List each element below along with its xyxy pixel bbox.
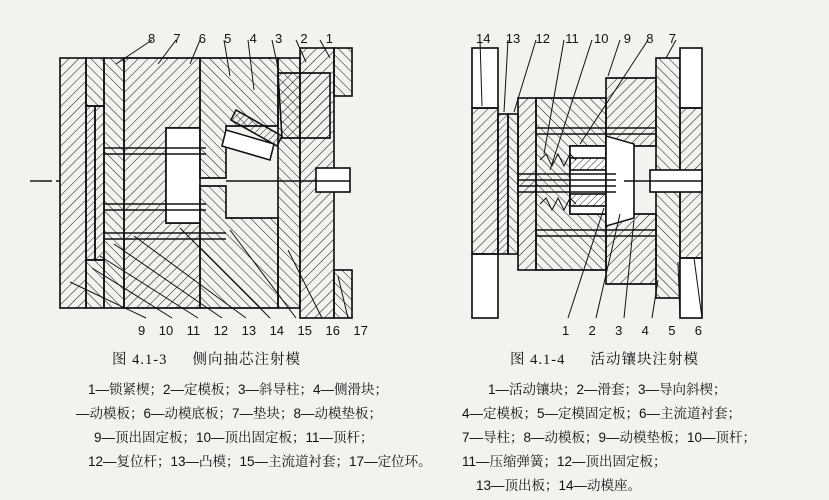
callout-number: 3	[274, 31, 283, 46]
legend-line: 11—压缩弹簧；12—顶出固定板；	[462, 454, 667, 469]
caption-title: 活动镶块注射模	[590, 352, 699, 368]
callout-number: 15	[297, 323, 312, 338]
callout-number: 4	[641, 323, 649, 338]
figure-4-1-4-leader-lines	[420, 18, 800, 318]
legend-figure-4-1-3	[76, 378, 432, 474]
legend-line: 1—活动镶块；2—滑套；3—导向斜楔；	[488, 382, 727, 397]
callout-number: 2	[588, 323, 596, 338]
legend-line: 12—复位杆；13—凸模；15—主流道衬套；17—定位环。	[88, 454, 432, 469]
legend-line: —动模板；6—动模底板；7—垫块；8—动模垫板；	[76, 406, 383, 421]
callout-number: 6	[198, 31, 207, 46]
callout-number: 2	[300, 31, 308, 46]
callout-number: 4	[249, 31, 257, 46]
callout-number: 8	[646, 31, 654, 46]
callout-number: 14	[476, 31, 491, 46]
callout-number: 16	[325, 323, 340, 338]
legend-line: 7—导柱；8—动模板；9—动模垫板；10—顶杆；	[462, 430, 757, 445]
legend-line: 1—锁紧楔；2—定模板；3—斜导柱；4—侧滑块；	[88, 382, 389, 397]
caption-figure-4-1-3	[112, 348, 301, 369]
figure-4-1-3-leader-lines	[30, 18, 410, 318]
callout-number: 5	[224, 31, 232, 46]
legend-line: 13—顶出板；14—动模座。	[476, 478, 642, 493]
callout-number: 12	[535, 31, 550, 46]
callout-number: 13	[505, 31, 521, 46]
callout-number: 9	[138, 323, 146, 338]
figure-4-1-3-bottom-numbers	[138, 324, 368, 338]
figure-4-1-4-bottom-numbers	[562, 324, 702, 338]
caption-figure-4-1-4	[510, 348, 699, 369]
callout-number: 11	[565, 31, 579, 46]
figure-4-1-4	[420, 18, 800, 338]
callout-number: 5	[668, 323, 676, 338]
caption-number: 图 4.1-3	[112, 352, 168, 368]
callout-number: 10	[158, 323, 174, 338]
callout-number: 12	[213, 323, 229, 338]
caption-title: 侧向抽芯注射模	[192, 352, 301, 368]
callout-number: 8	[148, 31, 156, 46]
callout-number: 14	[269, 323, 285, 338]
callout-number: 7	[668, 31, 676, 46]
figure-4-1-3	[30, 18, 410, 338]
callout-number: 1	[562, 323, 570, 338]
callout-number: 10	[593, 31, 609, 46]
callout-number: 7	[173, 31, 181, 46]
callout-number: 11	[186, 323, 201, 338]
callout-number: 13	[241, 323, 257, 338]
legend-line: 4—定模板；5—定模固定板；6—主流道衬套；	[462, 406, 742, 421]
callout-number: 17	[353, 323, 368, 338]
callout-number: 3	[615, 323, 623, 338]
legend-line: 9—顶出固定板；10—顶出固定板；11—顶杆；	[94, 430, 374, 445]
callout-number: 6	[694, 323, 702, 338]
callout-number: 9	[623, 31, 631, 46]
caption-number: 图 4.1-4	[510, 352, 566, 368]
legend-figure-4-1-4	[462, 378, 757, 498]
callout-number: 1	[325, 31, 333, 46]
